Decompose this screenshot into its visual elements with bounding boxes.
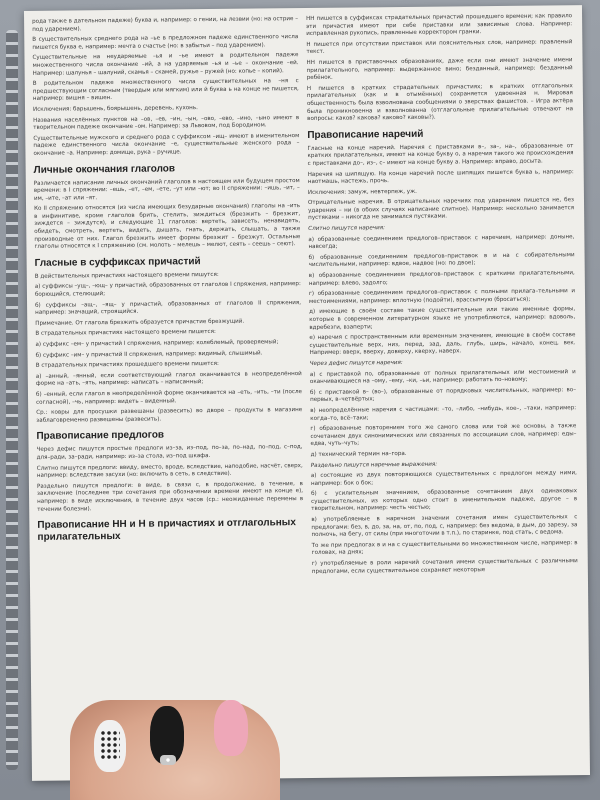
paragraph: Примечание. От глагола брезжить образуется причастие брезжущий. — [35, 318, 245, 327]
paragraph: б) суффиксы –ащ–, –ящ– у причастий, образованных от глаголов II спряжения, например: значащий, строящийся. — [35, 299, 302, 317]
paragraph: а) образованные соединением предлогов–приставок с наречием, например: доныне, навсегда; — [308, 233, 575, 251]
paragraph: Различается написание личных окончаний глаголов в настоящем или будущем простом времени: в I спряжении: –ешь, –ет, –ем, –ете, –ут или –ют; во II спряжении: –ишь, –ит, –им, –ите, –ат или –ят. — [33, 177, 300, 202]
paragraph: б) с приставкой в– (во–), образованные от порядковых числительных, например: во–первых, в–четвёртых; — [309, 386, 577, 404]
paragraph: в) неопределённые наречия с частицами: –то, –либо, –нибудь, кое–, –таки, например: когда–то, всё–таки; — [310, 405, 577, 422]
paragraph: е) наречия с пространственным или временным значением, имеющие в своём составе существительные верх, низ, перед, зад, даль, глубь, ширь, начало, конец, век. Например: вверх, вверху, доверху, кверху, наверх. — [309, 332, 576, 357]
paragraph: Через дефис пишутся наречия: — [309, 359, 403, 367]
paragraph: Раздельно пишутся предлоги: в виде, в связи с, в продолжение, в течение, в заключение (последнее три сочетания при обозначении времени имеют на конце е), например: в виде исключения, в течение двух часов (ср.: неожиданные перемены в течении болезни). — [36, 480, 304, 513]
paragraph: б) –енный, если глагол в неопределённой форме оканчивается на –еть, –ить, –ти (после согласной), –чь, например: видеть – виденный. — [35, 389, 303, 406]
paragraph: а) суффиксы –ущ–, –ющ– у причастий, образованных от глаголов I спряжения, например: борющийся, стелющий; — [34, 281, 301, 298]
paragraph: Отрицательные наречия. В отрицательных наречиях под ударением пишется не, без ударения – ни (в обоих случаях написание слитное). Например: нескольно занимается пустяками – никогда не занимался пустяками. — [307, 197, 575, 222]
paragraph: б) с усилительным значением, образованные сочетанием двух одинаковых существительных, из которых одно стоит в именительном падеже, другое – в творительном, например: честь честью; — [311, 488, 578, 513]
printed-page — [24, 5, 590, 781]
paragraph: В родительном падеже множественного числа существительных на –ня с предшествующим согласным (твердым или мягким) или й буква ь на конце не пишется, например: вишня – вишен. — [32, 78, 299, 103]
paragraph: Существительные на неударяемые –ья и –ье имеют в родительном падеже множественного числа окончание –ий, а на ударяемые –ья и –ье – окончание –ей. Например: шалунья – шалуний, скамья – скамей, ружье – ружей (но: копье – копий). — [32, 52, 299, 77]
paragraph: Названия населённых пунктов на –ов, –ев, –ин, –ын, –ово, –ево, –ино, –ыно имеют в творительном падеже окончание –ом. Например: за Львовом, под Бородином. — [33, 114, 300, 131]
left-column — [32, 16, 304, 548]
paragraph: в) образованные соединением предлогов–приставок с краткими прилагательными, например: влево, задолго; — [308, 270, 575, 287]
paragraph: В существительных среднего рода на –ье в предложном падеже единственного числа пишется буква е, например: мечта о счастье (но: в забытьи – под ударением). — [32, 34, 299, 51]
paragraph: а) суффикс –ем– у причастий I спряжения, например: колеблемый, проверяемый; — [35, 339, 279, 348]
paragraph: В действительных причастиях настоящего времени пишутся: — [34, 271, 219, 280]
paragraph: Слитно пишутся предлоги: ввиду, вместо, вроде, вследствие, наподобие, насчёт, сверх, например: вследствие засухи (но: включить в сеть, в следствие). — [36, 462, 303, 479]
paragraph: Существительные мужского и среднего рода с суффиксом –ищ– имеют в именительном падеже единственного числа окончание –е, существительные женского рода – окончание –а. Например: домище, рука – ручище. — [33, 132, 300, 157]
paragraph: Ср.: ковры для просушки развешаны (развесить) во дворе – продукты в магазине заблаговременно развешены (развесить). — [36, 407, 303, 424]
paragraph: рода также в дательном падеже) буква и, например: о гении, на лезвии (но: на острие – под ударением). — [32, 16, 299, 33]
paragraph: НН пишется в приставочных образованиях, даже если они имеют значение имени прилагательного, например: выдержанное вино; безданный, например: безданный ребёнок. — [306, 57, 573, 82]
paragraph: г) образованные повторением того же самого слова или той же основы, а также сочетанием двух синонимических или связанных по ассоциации слов, например: еды–едва, чуть–чуть; — [310, 423, 577, 448]
spiral-binding — [6, 30, 18, 770]
paragraph: а) состоящие из двух повторяющихся существительных с предлогом между ними, например: бок о бок; — [310, 470, 577, 487]
paragraph: В страдательных причастиях настоящего времени пишется: — [35, 329, 216, 338]
paragraph: д) технический термин на–гора. — [310, 450, 407, 458]
paragraph: а) с приставкой по, образованные от полных прилагательных или местоимений и оканчивающиеся на –ому, –ему, –ки, –ьи, например: работать по–новому; — [309, 368, 576, 386]
paragraph: То же при предлогах в и на с существительными во множественном числе, например: в головах, на днях; — [311, 540, 578, 557]
paragraph: г) образованные соединением предлогов–приставок с полными прилага–тельными и местоимениями, например: вплотную (подойти), врассыпную (бросаться); — [308, 288, 575, 305]
section-heading-prepositions: Правописание предлогов — [36, 429, 165, 443]
paragraph: а) –анный, –янный, если соответствующий глагол оканчивается в неопределённой форме на –ать, –ять, например: написать – написанный; — [35, 370, 302, 388]
paragraph: б) суффикс –им– у причастий II спряжения, например: видимый, слышимый. — [35, 350, 263, 359]
section-heading-nn-n: Правописание НН и Н в причастиях и отглагольных прилагательных — [37, 517, 296, 543]
paragraph: Наречия на шипящую. На конце наречий после шипящих пишется буква ь, например: наотмашь, настежь, прочь. — [307, 168, 574, 186]
paragraph: г) употребляемые в роли наречий сочетания имени существительных с различными предлогами, если существительное сохраняет некоторые — [311, 558, 578, 575]
nail-gem — [160, 755, 176, 765]
paragraph: Н пишется в кратких страдательных причастиях; в кратких отглагольных прилагательных (как и в отымённых) сохраняется удвоенная н. Мировая общественность была взволнована сообщениями о зверствах фашистов. – Игра актёра была проникновенна и взволнованна (отглагольные прилагательные отвечают на вопросы: каков? какова? каково? каковы?). — [306, 82, 574, 123]
paragraph: Исключения: замуж, невтерпеж, уж. — [307, 188, 417, 196]
section-heading-participle-vowels: Гласные в суффиксах причастий — [34, 255, 201, 269]
paragraph: Слитно пишутся наречия: — [308, 225, 386, 233]
nail-pink — [214, 700, 248, 756]
paragraph: НН пишется в суффиксах страдательных причастий прошедшего времени; как правило эти причастия имеют при себе приставки или зависимые слова. Например: исправленная рукопись, правленные корректором гранки. — [306, 13, 573, 38]
paragraph: в) употребляемые в наречном значении сочетания имен существительных с предлогами: без, в, до, за, на, от, по, под, с, например: без ведома, в дым, до зарезу, за полночь, на бегу, от силы (при многоточии в т.п.), по старинке, под стать, с ведома. — [311, 514, 578, 539]
nail-pattern — [100, 730, 120, 760]
paragraph: В страдательных причастиях прошедшего времени пишется: — [35, 361, 219, 370]
paragraph: Ко II спряжению относятся (из числа имеющих безударные окончания) глаголы на –ить в инфинитиве, кроме глаголов брить, стелить, зиждиться (брезжить – брезжит, зиждется – зиждутся), и следующие 11 глаголов: вертеть, зависеть, ненавидеть, обидеть, смотреть, вертеть, видеть, дышать, гнать, держать, слышать, а также производные от них. Глагол брезжить имеет формы брезжит – брезжут. Остальные глаголы относятся к I спряжению (см. молоть – мелешь – мелют, сеять – сеешь – сеют). — [34, 203, 301, 251]
paragraph: Н пишется при отсутствии приставок или пояснительных слов, например: правленый текст. — [306, 38, 573, 56]
paragraph: Раздельно пишутся наречные выражения: — [310, 461, 438, 469]
paragraph: б) образованные соединением предлогов–приставок в и на с собирательными числительными, например: вдвое, надвое (но: по двое); — [308, 252, 575, 269]
paragraph: Гласные на конце наречий. Наречия с приставками в–, за–, на–, образованные от кратких прилагательных, имеют на конце букву о, а наречия такого же происхождения с приставками до–, из–, с– имеют на конце букву а. Например: вправо, досыта. — [307, 142, 574, 167]
paragraph: Исключения: барышень, боярышень, деревень, кухонь. — [32, 105, 198, 113]
section-heading-verb-endings: Личные окончания глаголов — [33, 162, 176, 176]
section-heading-adverbs: Правописание наречий — [307, 128, 424, 141]
paragraph: д) имеющие в своём составе такие существительные или такие именные формы, которые в современном литературном языке не употребляются, например: вдоволь, вдребезги, взаперти; — [309, 306, 576, 331]
right-column — [306, 13, 578, 579]
paragraph: Через дефис пишутся простые предлоги из–за, из–под, по–за, по–над, по–под, с–под, для–ради, за–ради, например: из–за стола, из–под шкафа. — [36, 444, 303, 461]
